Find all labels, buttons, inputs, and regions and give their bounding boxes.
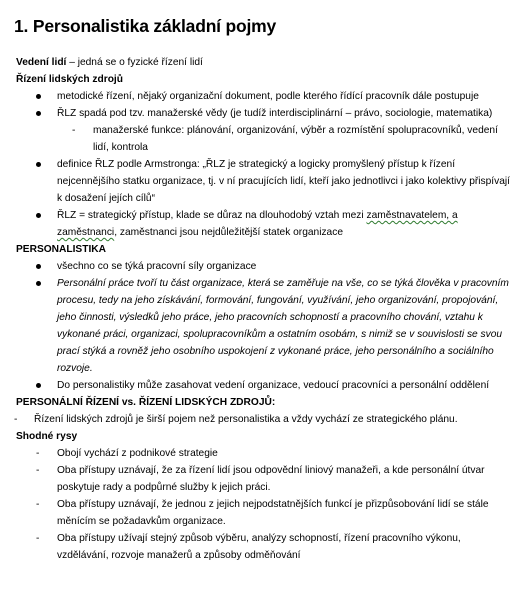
page-title: 1. Personalistika základní pojmy: [14, 16, 277, 36]
bullet-icon: [36, 264, 41, 269]
bullet-icon: [36, 383, 41, 388]
vedeni-definition: – jedná se o fyzické řízení lidí: [66, 57, 203, 68]
list-item: [0, 258, 532, 275]
list-item: [0, 207, 532, 241]
list-item-text: metodické řízení, nějaký organizační dokument, podle kterého řídící pracovník dále postupuje: [57, 91, 479, 102]
dash-icon: -: [36, 533, 40, 544]
bullet-icon: [36, 111, 41, 116]
vedeni-paragraph: [0, 54, 532, 71]
dash-icon: -: [36, 465, 40, 476]
list-item: [0, 445, 532, 462]
list-item: [0, 496, 532, 530]
list-item: [0, 530, 532, 564]
list-item-text: Personální práce tvoří tu část organizace, která se zaměřuje na vše, co se týká člověka v pracovním procesu, tedy na jeho získávání, formování, fungování, využívání, jeho organizování, propojování, jeho činnosti, výsledků jeho práce, jeho pracovních schopností a pracovního chování, vztahu k vykonané práci, organizaci, spolupracovníkům a ostatním osobám, s nimiž se v souvislosti se svou prací stýká a rovněž jeho osobního uspokojení z vykonané práce, jeho personálního a sociálního rozvoje.: [57, 278, 509, 374]
shodne-heading: Shodné rysy: [16, 431, 78, 442]
bullet-icon: [36, 162, 41, 167]
dash-icon: -: [72, 125, 76, 136]
bullet-icon: [36, 213, 41, 218]
bullet-icon: [36, 94, 41, 99]
dash-icon: -: [14, 414, 18, 425]
list-item-text: ŘLZ spadá pod tzv. manažerské vědy (je tudíž interdisciplinární – právo, sociologie, matematika): [57, 108, 493, 119]
spellcheck-flagged-text: zaměstnavatelem, a zaměstnanci: [57, 210, 458, 238]
personalistika-heading: PERSONALISTIKA: [16, 244, 106, 255]
compare-heading: PERSONÁLNÍ ŘÍZENÍ vs. ŘÍZENÍ LIDSKÝCH ZDROJŮ:: [16, 397, 276, 408]
dash-icon: -: [36, 448, 40, 459]
sub-list-item: [0, 122, 532, 156]
list-item: [0, 462, 532, 496]
list-item: [0, 275, 532, 377]
list-item-text: Oba přístupy uznávají, že jednou z jejich nejpodstatnějších funkcí je přizpůsobování lidí se stále měnícím se požadavkům organizace.: [57, 499, 489, 527]
list-item-text: ŘLZ = strategický přístup, klade se důraz na dlouhodobý vztah mezi: [57, 210, 367, 221]
rlz-heading: Řízení lidských zdrojů: [16, 74, 123, 85]
list-item: [0, 411, 532, 428]
document-body: [0, 54, 532, 564]
list-item: [0, 105, 532, 122]
list-item-text: Oba přístupy uznávají, že za řízení lidí jsou odpovědní liniový manažeři, a kde personální útvar poskytuje rady a podpůrné služby k jejich práci.: [57, 465, 485, 493]
list-item-text: Oba přístupy užívají stejný způsob výběru, analýzy schopností, řízení pracovního výkonu, vzdělávání, rozvoje manažerů a způsoby odměňování: [57, 533, 461, 561]
list-item-text: definice ŘLZ podle Armstronga: „ŘLZ je strategický a logicky promyšlený přístup k řízení nejcennějšího statku organizace, tj. v ní pracujících lidí, kteří jako jednotlivci i jako kolektivy přispívají k dosažení jejích cílů“: [57, 159, 510, 204]
list-item-text: Řízení lidských zdrojů je širší pojem než personalistika a vždy vychází ze strategického plánu.: [34, 414, 458, 425]
dash-icon: -: [36, 499, 40, 510]
list-item: [0, 88, 532, 105]
list-item-text: , zaměstnanci jsou nejdůležitější statek organizace: [114, 227, 343, 238]
list-item-text: všechno co se týká pracovní síly organizace: [57, 261, 257, 272]
list-item-text: Do personalistiky může zasahovat vedení organizace, vedoucí pracovníci a personální oddělení: [57, 380, 490, 391]
bullet-icon: [36, 281, 41, 286]
list-item: [0, 156, 532, 207]
list-item-text: Obojí vychází z podnikové strategie: [57, 448, 218, 459]
list-item: [0, 377, 532, 394]
sub-list-item-text: manažerské funkce: plánování, organizování, výběr a rozmístění spolupracovníků, vedení lidí, kontrola: [93, 125, 498, 153]
vedeni-term: Vedení lidí: [16, 57, 67, 68]
